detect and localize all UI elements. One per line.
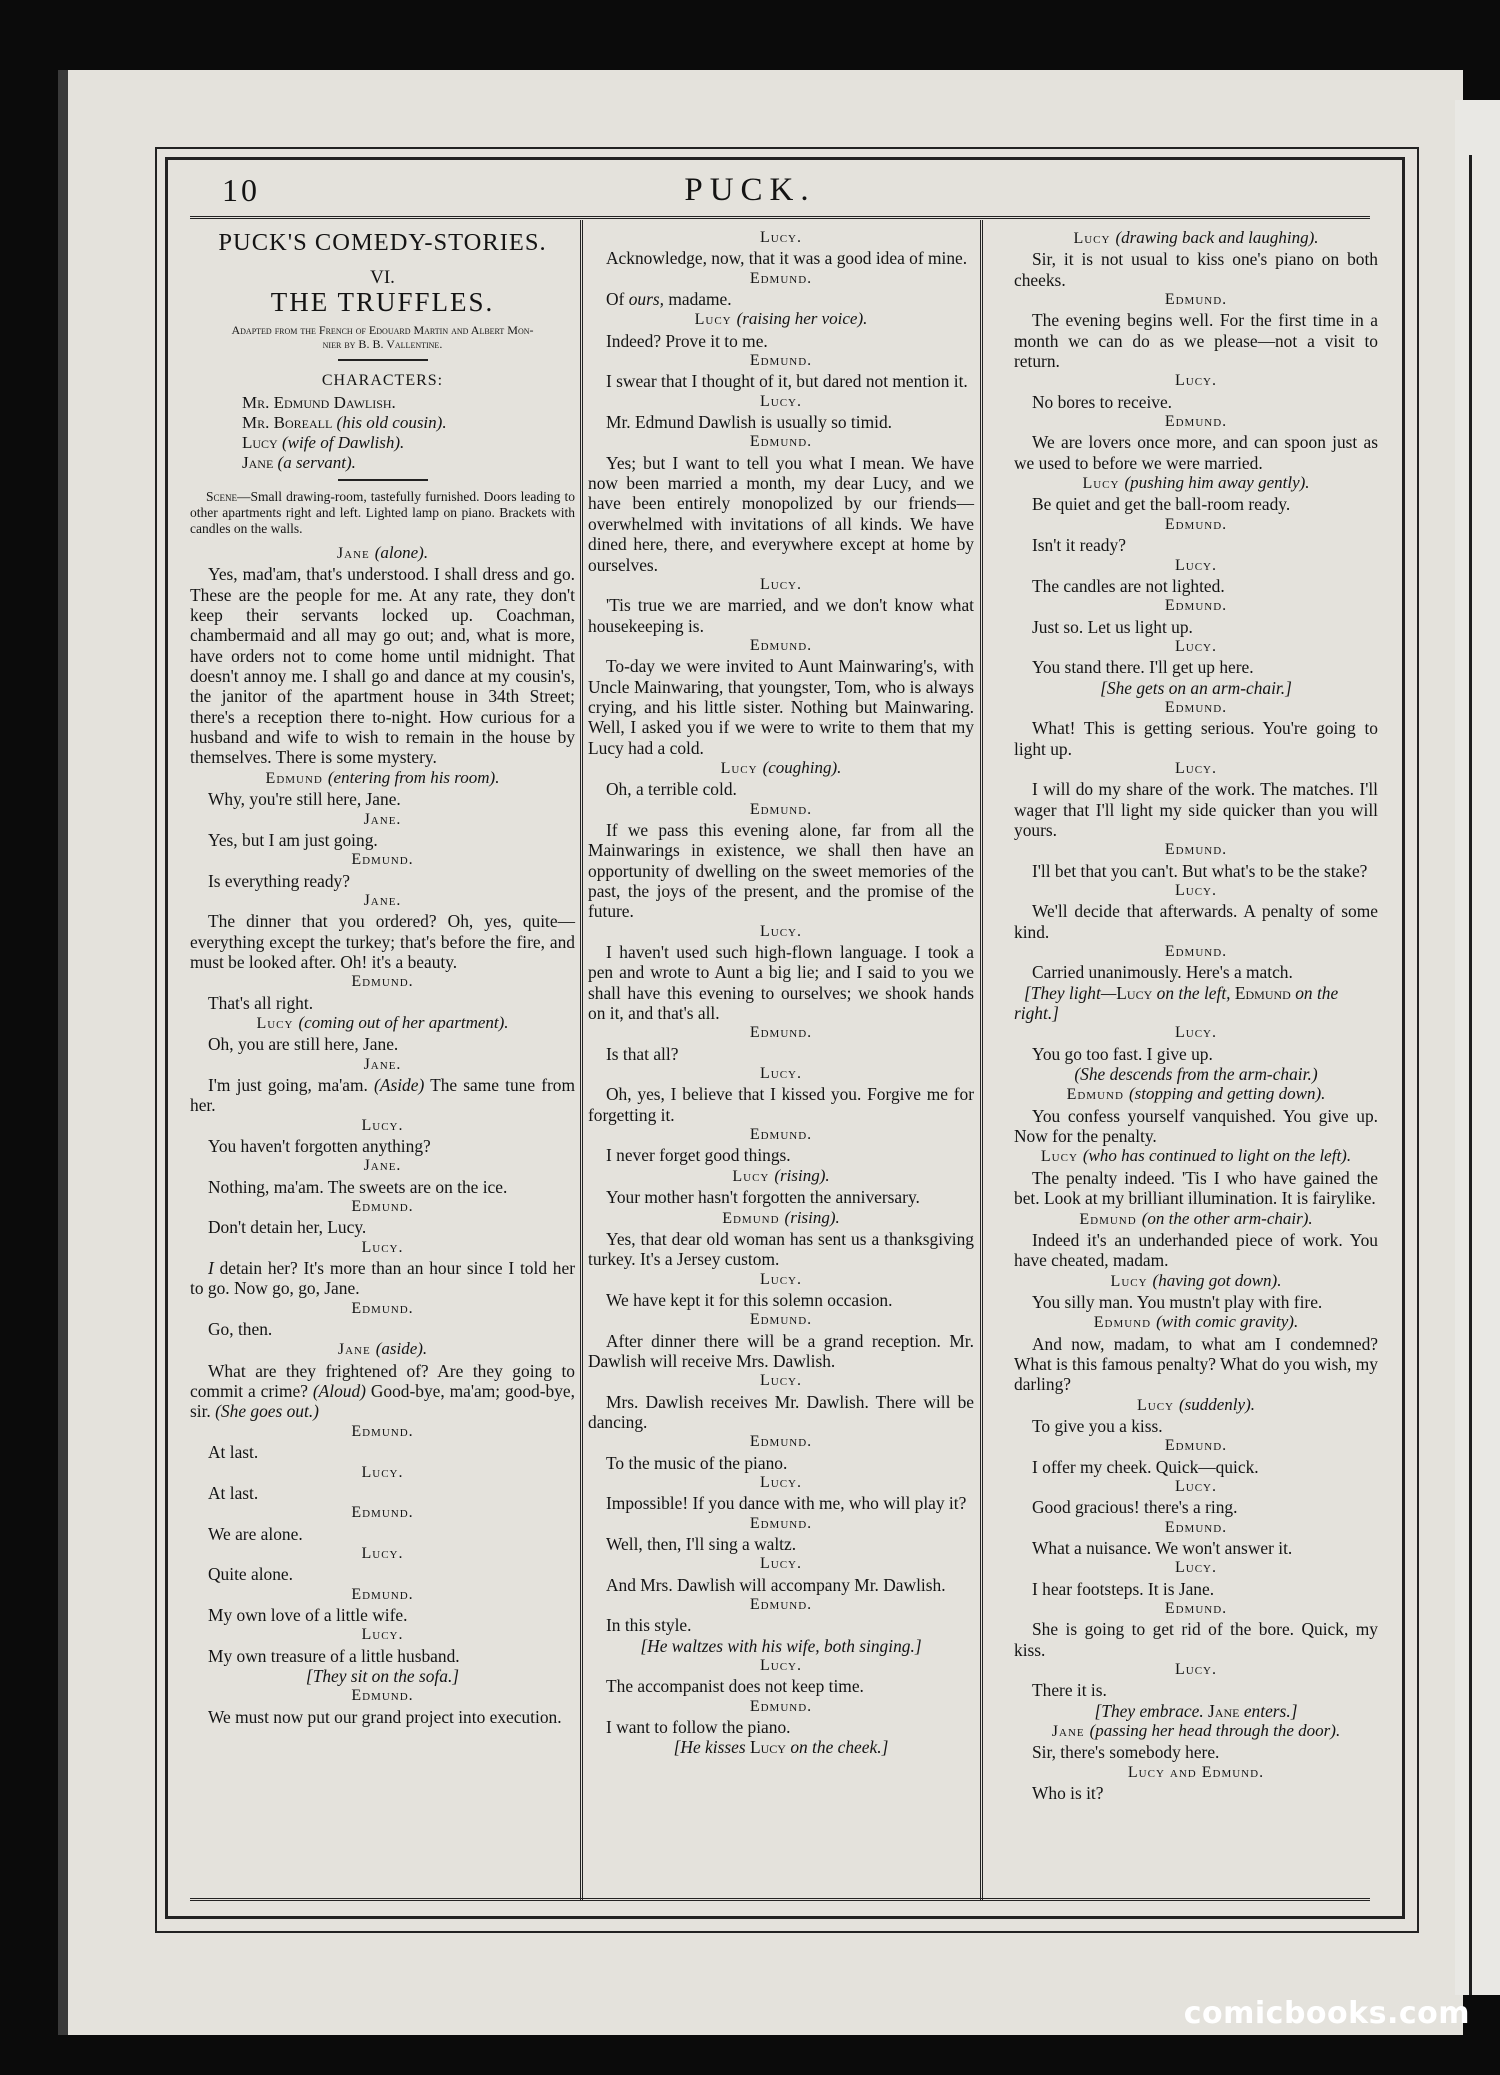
speaker: Edmund. [351,973,414,991]
next-page-edge [1455,100,1500,1995]
story-title: THE TRUFFLES. [270,287,495,318]
speaker: Lucy. [760,922,802,940]
cast-name: Lucy [242,433,278,453]
speaker: Edmund (entering from his room). [265,767,500,787]
speaker: Lucy. [760,1555,802,1573]
speaker: Edmund. [1164,291,1228,309]
speaker: Edmund. [351,1504,414,1522]
dialogue: We are alone. [208,1523,303,1544]
dialogue: Impossible! If you dance with me, who will play it? [606,1493,967,1514]
dialogue: She is going to get rid of the bore. Quick, my kiss. [1014,1619,1378,1660]
dialogue: Mrs. Dawlish receives Mr. Dawlish. There will be dancing. [588,1391,974,1432]
speaker: Jane. [363,1055,402,1073]
dialogue: Oh, yes, I believe that I kissed you. Forgive me for forgetting it. [588,1084,974,1125]
speaker: Lucy. [361,1626,404,1644]
dialogue: Don't detain her, Lucy. [208,1217,367,1238]
dialogue: Is everything ready? [208,870,350,891]
speaker: Edmund. [1164,1600,1228,1618]
dialogue: I offer my cheek. Quick—quick. [1032,1456,1259,1477]
speaker: Edmund (stopping and getting down). [1066,1084,1326,1104]
speaker: Jane (aside). [337,1339,428,1359]
dialogue: Your mother hasn't forgotten the anniversary. [606,1187,920,1208]
dialogue: My own love of a little wife. [208,1604,408,1625]
speaker: Lucy (rising). [732,1165,830,1185]
credit-line-1: Adapted from the French of Edouard Martin and Albert Mon- [231,322,534,337]
dialogue: You go too fast. I give up. [1032,1043,1213,1064]
dialogue: Sir, there's somebody here. [1032,1742,1220,1763]
speaker: Lucy. [1175,1661,1217,1679]
speaker: Edmund. [1164,698,1228,716]
speaker: Lucy (suddenly). [1136,1394,1255,1414]
speaker: Edmund. [749,1433,813,1451]
speaker: Lucy. [760,392,802,410]
stage-direction: [They light—Lucy on the left, Edmund on the right.] [1014,982,1339,1024]
dialogue: Acknowledge, now, that it was a good idea of mine. [606,248,968,269]
next-page-rule [1469,155,1472,1995]
column-3 [1014,228,1378,1803]
dialogue: Mr. Edmund Dawlish is usually so timid. [606,412,892,433]
cast-desc: (his old cousin). [336,413,447,433]
dialogue: Why, you're still here, Jane. [208,789,401,810]
dialogue: Just so. Let us light up. [1032,616,1193,637]
dialogue: Quite alone. [208,1564,293,1585]
scene-label: Scene [206,489,238,505]
dialogue: I haven't used such high-flown language. I took a pen and wrote to Aunt a big lie; and I said to you we shall have this evening to ourselves; we shook hands on it, and that's all. [588,942,974,1024]
speaker: Lucy (who has continued to light on the left). [1040,1146,1352,1166]
dialogue: At last. [208,1482,259,1503]
dialogue: Isn't it ready? [1032,535,1126,556]
dialogue: And now, madam, to what am I condemned? What is this famous penalty? What do you wish, my darling? [1014,1333,1378,1395]
speaker: Lucy. [760,575,802,593]
masthead: PUCK. [684,172,816,208]
dialogue: Oh, you are still here, Jane. [208,1034,399,1055]
dialogue: Well, then, I'll sing a waltz. [606,1534,797,1554]
stage-direction: [They sit on the sofa.] [305,1665,460,1686]
speaker: Jane. [363,810,402,828]
dialogue: My own treasure of a little husband. [208,1645,460,1666]
dialogue: Be quiet and get the ball-room ready. [1032,494,1291,515]
cast-list [242,393,575,473]
cast-member [242,393,575,413]
story-number: VI. [370,267,395,288]
characters-heading: CHARACTERS: [321,371,444,389]
cast-member [242,433,575,453]
dialogue: Go, then. [208,1319,273,1340]
dialogue: No bores to receive. [1032,391,1173,412]
dialogue: There it is. [1032,1680,1107,1701]
speaker: Edmund. [749,1311,813,1329]
dialogue: What a nuisance. We won't answer it. [1032,1538,1293,1558]
speaker: Edmund. [1164,515,1228,533]
dialogue: We must now put our grand project into execution. [208,1706,562,1727]
dialogue: Sir, it is not usual to kiss one's piano on both cheeks. [1014,249,1378,290]
speaker: Jane (alone). [336,543,429,563]
speaker: Lucy. [760,1270,802,1288]
cast-desc: (a servant). [277,453,356,473]
speaker: Jane. [363,891,402,909]
dialogue: Indeed? Prove it to me. [606,330,768,351]
speaker: Edmund. [1164,943,1228,961]
speaker: Edmund (with comic gravity). [1093,1312,1299,1332]
speaker: Edmund. [749,636,813,654]
speaker: Edmund. [749,1514,813,1532]
dialogue: You silly man. You mustn't play with fire. [1032,1291,1323,1312]
speaker: Lucy. [1175,556,1217,574]
speaker: Edmund. [1164,597,1228,615]
cast-rule [338,479,428,481]
speaker: Lucy (coming out of her apartment). [256,1012,509,1032]
speaker: Edmund. [1164,1518,1228,1536]
speaker: Lucy. [760,1473,802,1491]
dialogue: What are they frightened of? Are they going to commit a crime? (Aloud) Good-bye, ma'am; good-bye, sir. (She goes out.) [190,1360,575,1422]
dialogue: Who is it? [1032,1783,1104,1804]
dialogue: If we pass this evening alone, far from all the Mainwarings in existence, we shall then have an opportunity of dwelling on the sweet memories of the past, the joys of the present, and the promise of the future. [588,819,974,922]
speaker: Lucy. [1175,1477,1217,1495]
speaker: Edmund. [351,1198,414,1216]
speaker: Jane. [363,1157,402,1175]
dialogue: The accompanist does not keep time. [606,1676,864,1697]
dialogue: I'll bet that you can't. But what's to be the stake? [1032,860,1368,881]
credit-line [190,323,575,351]
dialogue: To give you a kiss. [1032,1415,1163,1436]
speaker: Lucy (coughing). [720,757,842,777]
dialogue: Good gracious! there's a ring. [1032,1497,1238,1518]
dialogue: After dinner there will be a grand reception. Mr. Dawlish will receive Mrs. Dawlish. [588,1330,974,1371]
dialogue: I never forget good things. [606,1145,791,1166]
speaker: Edmund. [749,800,813,818]
speaker: Lucy. [1175,637,1217,655]
title-rule [338,359,428,361]
dialogue: You stand there. I'll get up here. [1032,657,1254,678]
site-watermark: comicbooks.com [1183,1996,1470,2031]
dialogue: I detain her? It's more than an hour since I told her to go. Now go, go, Jane. [190,1258,575,1299]
speaker: Lucy. [760,229,802,246]
speaker: Edmund. [749,1126,813,1144]
speaker: Edmund. [1164,841,1228,859]
dialogue: The dinner that you ordered? Oh, yes, quite—everything except the turkey; that's before the fire, and must be looked after. Oh! it's a beauty. [190,911,575,972]
cast-name: Mr. Edmund Dawlish. [242,393,396,413]
speaker: Edmund. [1164,413,1228,431]
speaker: Edmund. [749,1024,813,1042]
speaker: Lucy. [361,1116,404,1134]
speaker: Lucy (raising her voice). [694,309,868,329]
speaker: Lucy. [1175,759,1217,777]
dialogue: I hear footsteps. It is Jane. [1032,1578,1215,1599]
speaker: Lucy. [1175,1024,1217,1042]
dialogue: The candles are not lighted. [1032,575,1225,596]
dialogue: The penalty indeed. 'Tis I who have gained the bet. Look at my brilliant illumination. It is fairylike. [1014,1167,1378,1209]
dialogue: I want to follow the piano. [606,1717,791,1738]
dialogue: 'Tis true we are married, and we don't know what housekeeping is. [588,595,974,636]
speaker: Lucy. [361,1463,404,1481]
speaker: Lucy. [760,1657,802,1675]
dialogue: We have kept it for this solemn occasion. [606,1289,893,1310]
dialogue: To the music of the piano. [606,1452,788,1473]
speaker: Edmund. [749,352,813,370]
speaker: Lucy. [1175,372,1217,390]
speaker: Lucy. [1175,1559,1217,1577]
dialogue: I will do my share of the work. The matches. I'll wager that I'll light my side quicker than you will yours. [1014,779,1378,840]
header-rule [190,216,1370,219]
speaker: Edmund. [749,269,813,287]
dialogue: Of ours, madame. [606,289,732,310]
dialogue: To-day we were invited to Aunt Mainwaring's, with Uncle Mainwaring, that youngster, Tom, who is always crying, and his little sister. Nothing but Mainwaring. Well, I asked you if we were to write to them that my Lucy had a cold. [588,656,974,758]
speaker: Edmund. [1164,1437,1228,1455]
speaker: Lucy and Edmund. [1127,1763,1265,1781]
page-number: 10 [222,172,260,208]
dialogue: Is that all? [606,1043,679,1064]
speaker: Lucy. [760,1065,802,1083]
series-title: PUCK'S COMEDY-STORIES. [218,229,547,256]
cast-member [242,413,575,433]
speaker: Lucy (having got down). [1110,1270,1282,1290]
speaker: Lucy (pushing him away gently). [1082,473,1310,493]
speaker: Edmund. [749,1697,813,1715]
dialogue: You haven't forgotten anything? [208,1136,431,1156]
dialogue: Indeed it's an underhanded piece of work. You have cheated, madam. [1014,1229,1378,1271]
dialogue: That's all right. [208,992,314,1013]
dialogue: And Mrs. Dawlish will accompany Mr. Dawlish. [606,1574,946,1595]
dialogue: I'm just going, ma'am. (Aside) The same tune from her. [190,1074,576,1116]
cast-desc: (wife of Dawlish). [281,433,405,453]
dialogue: Nothing, ma'am. The sweets are on the ice. [208,1176,508,1197]
speaker: Edmund (rising). [722,1207,840,1227]
dialogue: What! This is getting serious. You're going to light up. [1014,718,1378,759]
stage-direction: [He waltzes with his wife, both singing.] [640,1635,922,1656]
cast-member [242,453,575,473]
dialogue: Oh, a terrible cold. [606,779,737,800]
scene-description [190,489,575,537]
scene-text: —Small drawing-room, tastefully furnished. Doors leading to other apartments right and left. Lighted lamp on piano. Brackets with candles on the walls. [190,489,575,537]
speaker: Edmund. [351,1585,414,1603]
dialogue: The evening begins well. For the first time in a month we can do as we please—not a visit to return. [1014,310,1378,372]
dialogue: Yes; but I want to tell you what I mean. We have now been married a month, my dear Lucy, and we have been entirely monopolized by our friends—overwhelmed with invitations of all kinds. We have dined here, there, and everywhere except at home by ourselves. [588,452,974,575]
stage-direction: [She gets on an arm-chair.] [1100,677,1292,698]
footer-rule [190,1898,1370,1901]
stage-direction: [He kisses Lucy on the cheek.] [673,1737,889,1758]
dialogue: Yes, but I am just going. [208,829,378,850]
stage-direction: [They embrace. Jane enters.] [1094,1700,1298,1721]
column-rule-2 [980,220,983,1900]
dialogue: I swear that I thought of it, but dared not mention it. [606,371,968,392]
speaker: Lucy. [1175,882,1217,899]
speaker: Lucy. [361,1544,404,1562]
speaker: Edmund. [351,1422,414,1440]
speaker: Edmund. [351,851,414,869]
dialogue: We are lovers once more, and can spoon just as we used to before we were married. [1014,432,1378,473]
cast-name: Jane [242,453,274,473]
speaker: Lucy. [361,1238,404,1256]
speaker: Edmund (on the other arm-chair). [1079,1208,1313,1228]
dialogue: You confess yourself vanquished. You give up. Now for the penalty. [1014,1105,1378,1147]
dialogue: Yes, mad'am, that's understood. I shall dress and go. These are the people for me. At any rate, they don't keep their servants locked up. Coachman, chambermaid and all may go out; and, what is more, have orders not to come home until midnight. That doesn't annoy me. I shall go and dance at my cousin's, the janitor of the apartment house in 34th Street; there's a reception there to-night. How curious for a husband and wife to wish to remain in the house by themselves. There is some mystery. [190,564,575,768]
cast-name: Mr. Boreall [242,413,333,433]
dialogue: Yes, that dear old woman has sent us a thanksgiving turkey. It's a Jersey custom. [588,1228,974,1270]
dialogue: Carried unanimously. Here's a match. [1032,962,1293,983]
speaker: Edmund. [351,1299,414,1317]
stage-direction: (She descends from the arm-chair.) [1074,1064,1318,1085]
speaker: Lucy (drawing back and laughing). [1073,228,1319,247]
speaker: Edmund. [749,1596,813,1614]
speaker: Jane (passing her head through the door). [1051,1721,1341,1741]
dialogue: At last. [208,1442,259,1463]
column-2 [588,228,974,1758]
dialogue: In this style. [606,1615,692,1636]
column-rule-1 [580,220,583,1900]
dialogue: We'll decide that afterwards. A penalty of some kind. [1014,901,1378,942]
credit-line-2: nier by B. B. Vallentine. [322,336,443,351]
speaker: Edmund. [749,433,813,451]
speaker: Lucy. [760,1372,802,1390]
column-1 [190,228,575,1727]
speaker: Edmund. [351,1687,414,1705]
